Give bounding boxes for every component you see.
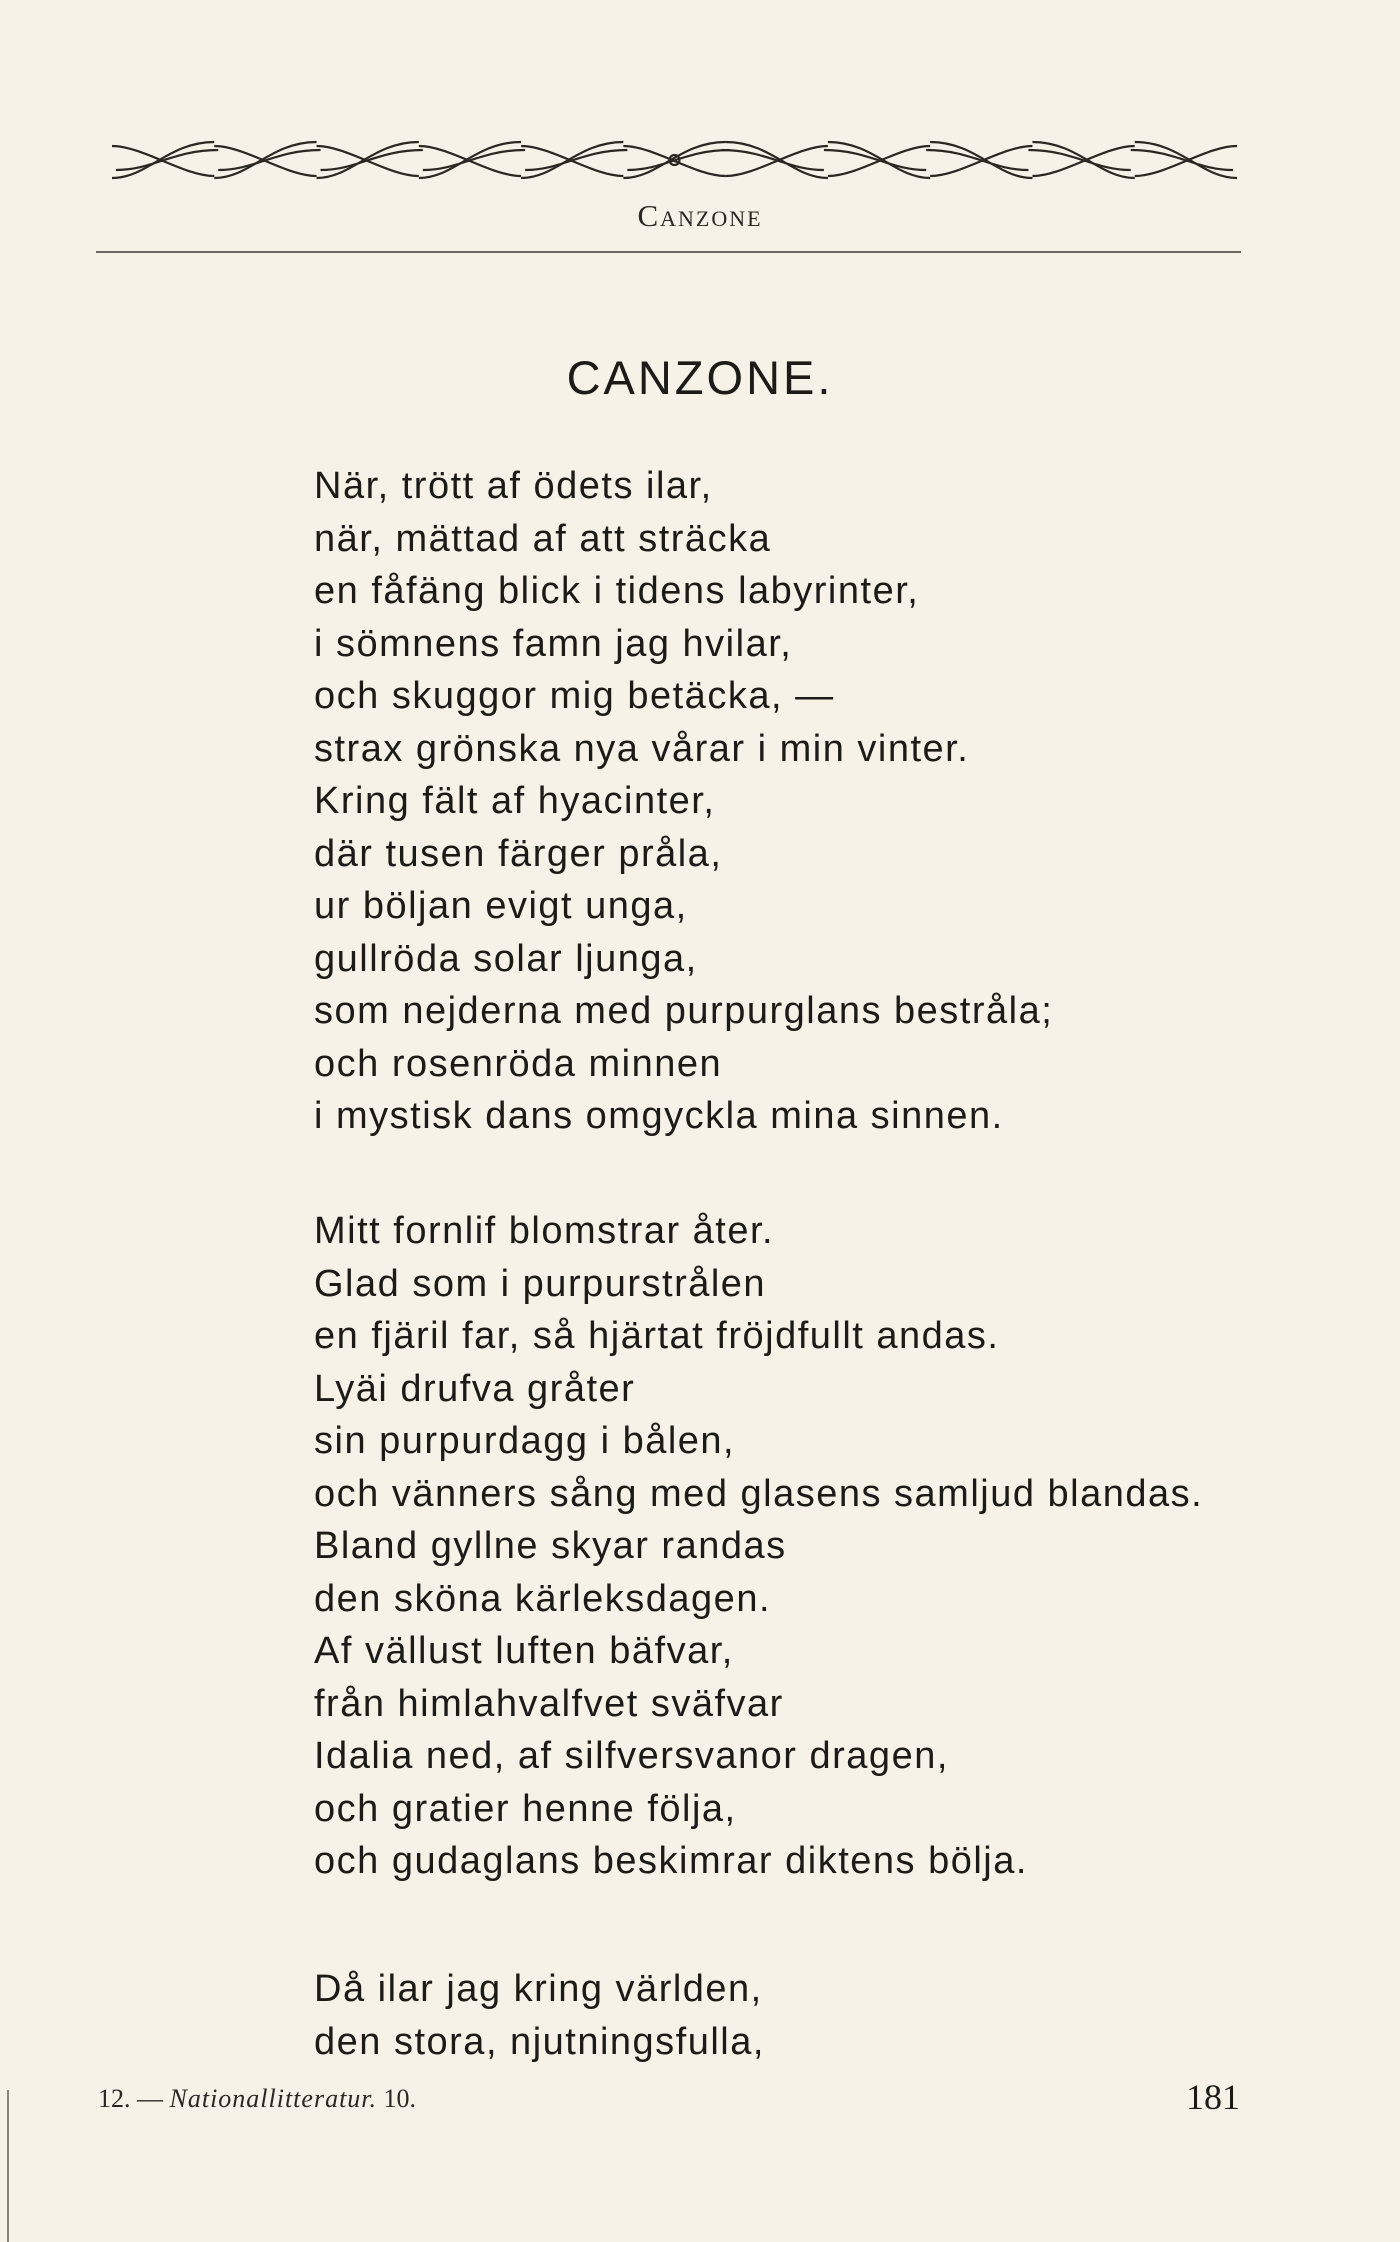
verse-line: den sköna kärleksdagen. (314, 1577, 772, 1620)
verse-line: och vänners sång med glasens samljud blandas. (314, 1472, 1204, 1515)
verse-line: och gudaglans beskimrar diktens bölja. (314, 1840, 1028, 1882)
header-rule (96, 251, 1241, 253)
ornamental-headband (112, 136, 1237, 186)
gutter-edge (7, 2090, 9, 2242)
running-head: Canzone (637, 198, 763, 233)
verse-line: en fjäril far, så hjärtat fröjdfullt andas. (314, 1315, 1000, 1357)
stanza-2 (314, 1205, 1203, 1888)
verse-line: När, trött af ödets ilar, (314, 465, 713, 507)
verse-line: i mystisk dans omgyckla mina sinnen. (314, 1095, 1004, 1137)
verse-line: Lyäi drufva gråter (314, 1367, 636, 1410)
verse-line: när, mättad af att sträcka (314, 517, 772, 560)
verse-line: den stora, njutningsfulla, (314, 2020, 765, 2063)
signature-title: Nationallitteratur. (169, 2084, 378, 2113)
poem-title: CANZONE. (566, 351, 834, 404)
signature-volume: 10. (383, 2084, 417, 2113)
verse-line: i sömnens famn jag hvilar, (314, 622, 793, 665)
verse-line: Af vällust luften bäfvar, (314, 1630, 734, 1672)
verse-line: som nejderna med purpurglans bestråla; (314, 990, 1054, 1032)
stanza-3 (314, 1963, 765, 2068)
verse-line: Kring fält af hyacinter, (314, 780, 716, 822)
verse-line: Idalia ned, af silfversvanor dragen, (314, 1735, 949, 1777)
verse-line: Då ilar jag kring världen, (314, 1968, 763, 2010)
verse-line: och rosenröda minnen (314, 1042, 723, 1085)
verse-line: strax grönska nya vårar i min vinter. (314, 727, 970, 770)
signature-dash: — (137, 2084, 163, 2113)
verse-line: gullröda solar ljunga, (314, 937, 698, 980)
verse-line: och skuggor mig betäcka, — (314, 675, 835, 717)
verse-line: där tusen färger pråla, (314, 832, 723, 875)
page-number: 181 (1186, 2077, 1240, 2117)
verse-line: Mitt fornlif blomstrar åter. (314, 1210, 775, 1252)
signature-number: 12. (98, 2084, 131, 2113)
stanza-1 (314, 460, 1053, 1143)
verse-line: Bland gyllne skyar randas (314, 1525, 787, 1567)
verse-line: Glad som i purpurstrålen (314, 1262, 767, 1305)
verse-line: en fåfäng blick i tidens labyrinter, (314, 570, 920, 612)
verse-line: från himlahvalfvet sväfvar (314, 1682, 784, 1725)
printer-signature (98, 2084, 416, 2114)
verse-line: ur böljan evigt unga, (314, 885, 688, 927)
verse-line: sin purpurdagg i bålen, (314, 1420, 736, 1462)
verse-line: och gratier henne följa, (314, 1787, 737, 1830)
